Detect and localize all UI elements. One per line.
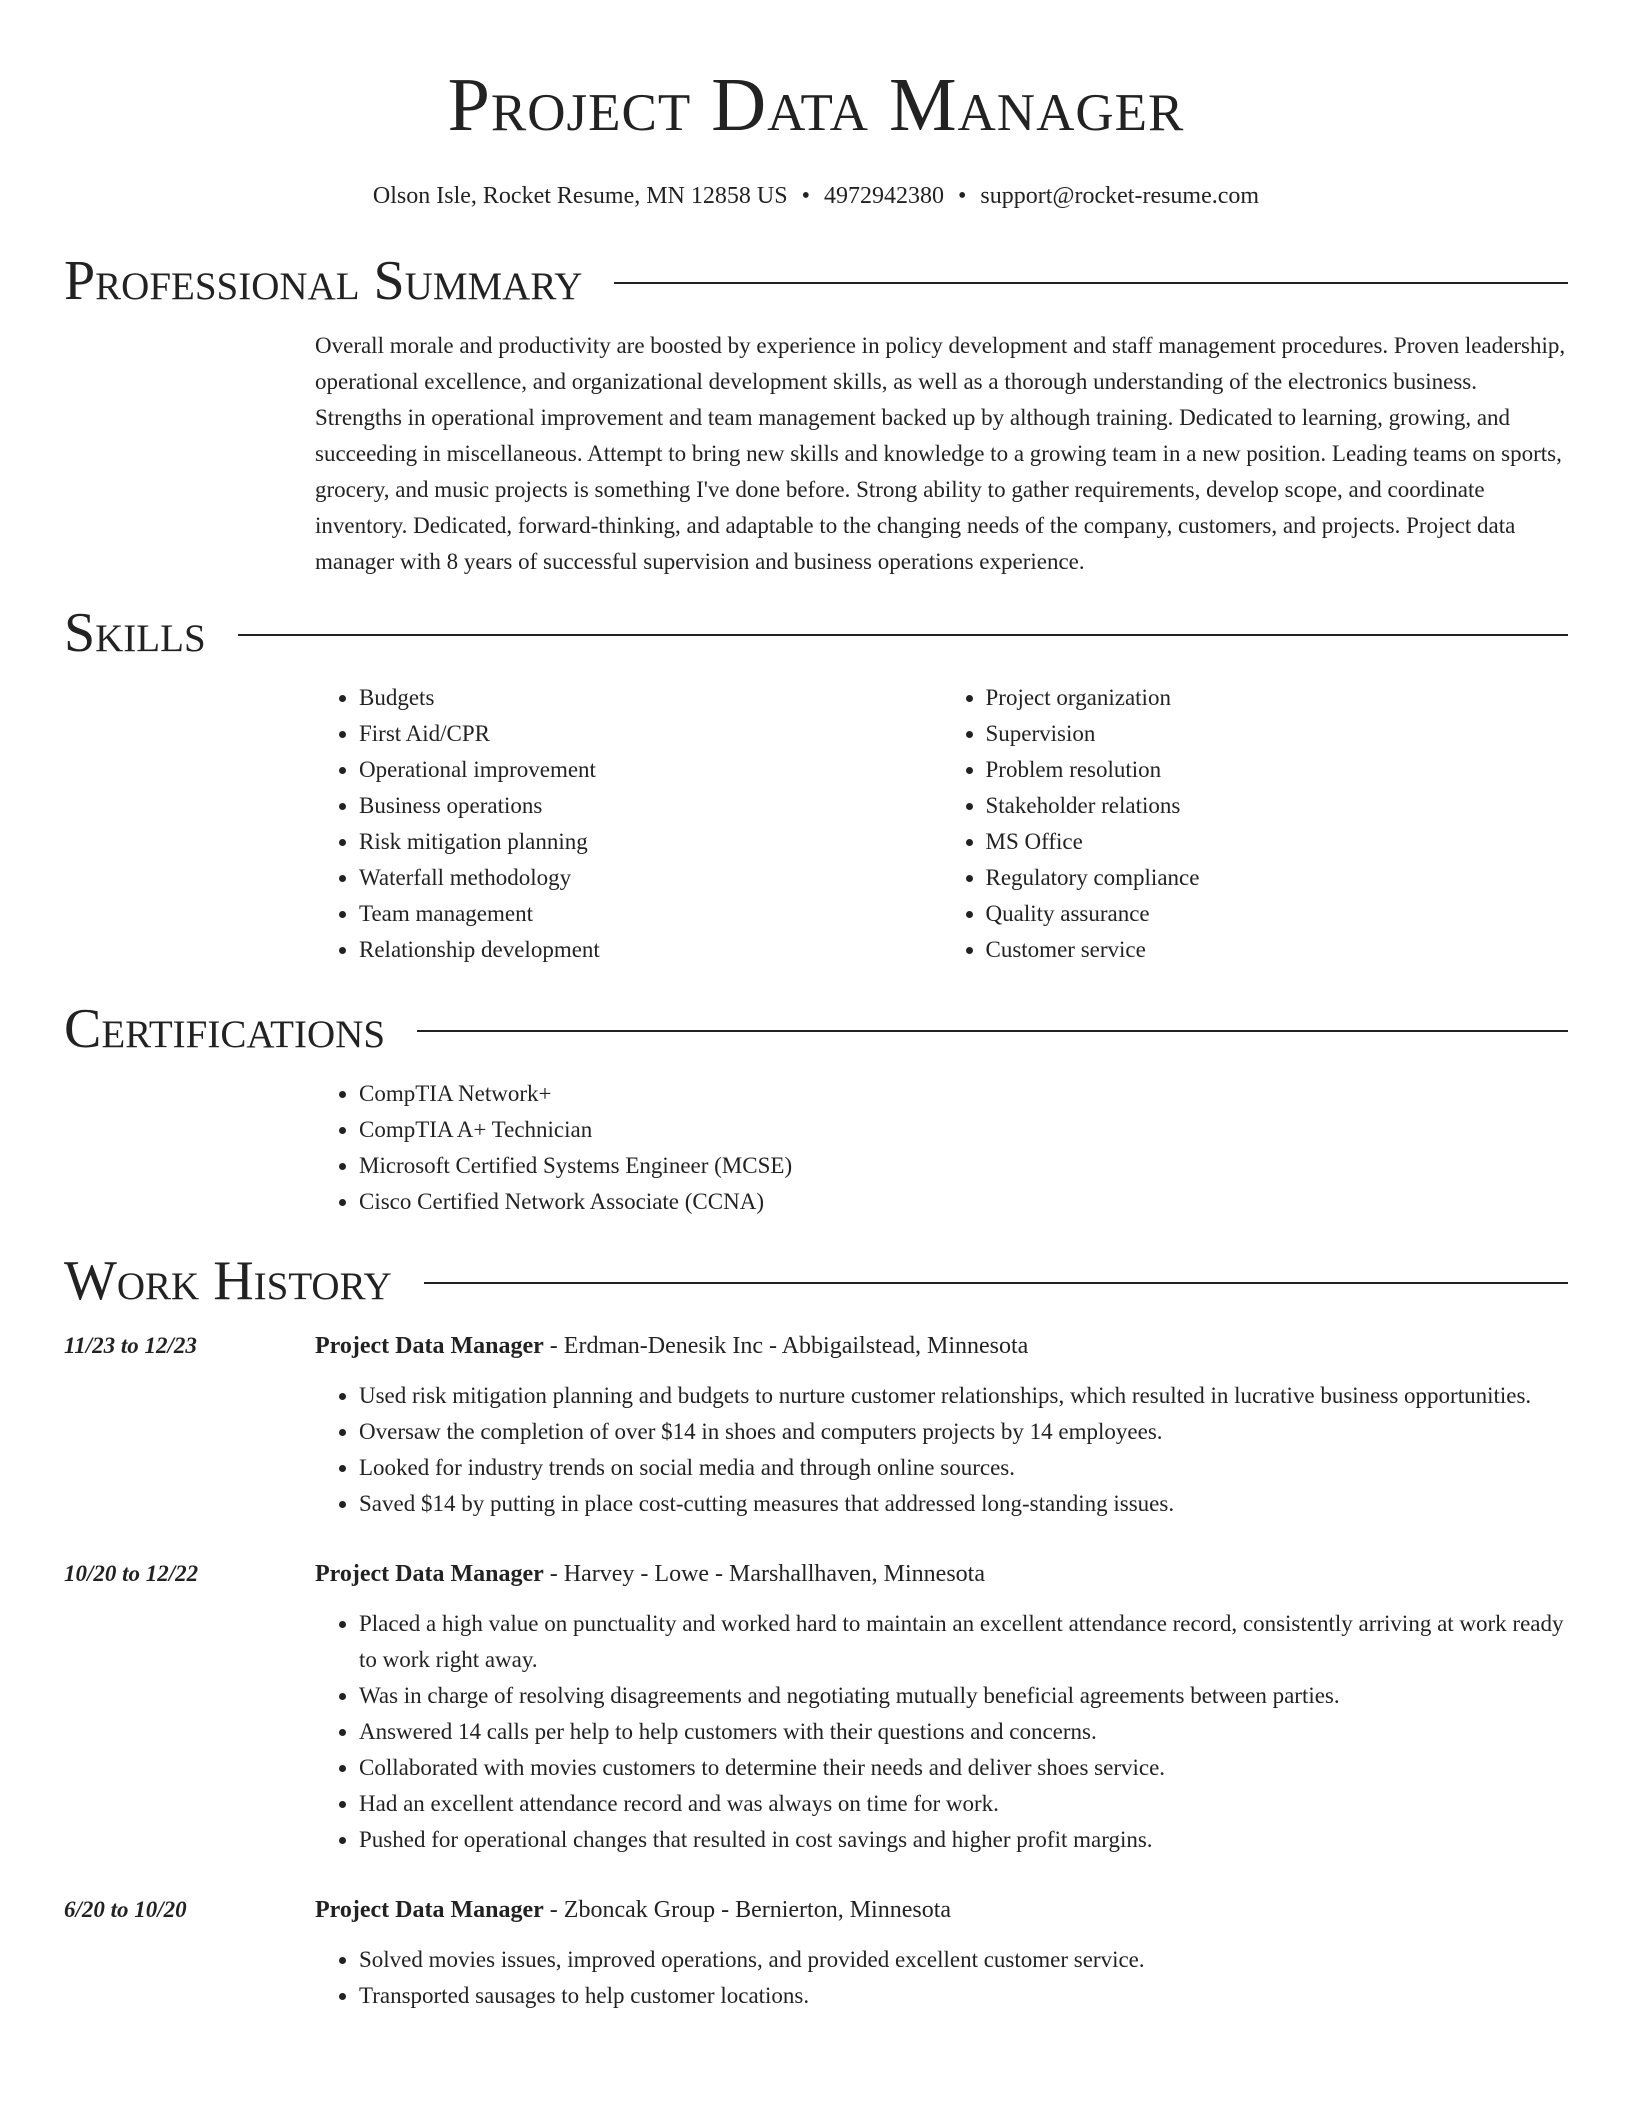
skill-item: • Risk mitigation planning (359, 824, 942, 860)
contact-separator: • (801, 183, 810, 209)
certifications-list (315, 1076, 1568, 1220)
job-employer: - Zboncak Group - Bernierton, Minnesota (543, 1897, 952, 1923)
skills-grid (315, 680, 1568, 968)
work-history-title: Work History (64, 1250, 392, 1312)
resume-header (64, 0, 1568, 212)
skills-header (64, 600, 1568, 666)
job-dates: 11/23 to 12/23 (64, 1333, 197, 1358)
job-employer: - Erdman-Denesik Inc - Abbigailstead, Minnesota (543, 1333, 1029, 1359)
job-bullet: • Looked for industry trends on social media and through online sources. (359, 1450, 1568, 1486)
section-divider (424, 1282, 1568, 1284)
job-bullet: • Collaborated with movies customers to determine their needs and deliver shoes service. (359, 1750, 1568, 1786)
job-entry (64, 1556, 1568, 1858)
job-main (315, 1328, 1568, 1522)
job-entry (64, 1892, 1568, 2014)
contact-address: Olson Isle, Rocket Resume, MN 12858 US (372, 183, 788, 209)
skills-section (64, 600, 1568, 968)
job-dates: 10/20 to 12/22 (64, 1561, 199, 1586)
job-bullets (315, 1378, 1568, 1522)
job-bullets (315, 1606, 1568, 1858)
section-divider (417, 1030, 1568, 1032)
job-bullet: • Saved $14 by putting in place cost-cutting measures that addressed long-standing issues. (359, 1486, 1568, 1522)
candidate-name: Project Data Manager (447, 63, 1185, 147)
skill-item: • Project organization (986, 680, 1569, 716)
job-bullet: • Solved movies issues, improved operations, and provided excellent customer service. (359, 1942, 1568, 1978)
job-bullet: • Had an excellent attendance record and was always on time for work. (359, 1786, 1568, 1822)
contact-line (64, 180, 1568, 212)
certification-item: • Cisco Certified Network Associate (CCNA) (359, 1184, 1568, 1220)
skill-item: • Relationship development (359, 932, 942, 968)
job-bullet: • Transported sausages to help customer locations. (359, 1978, 1568, 2014)
skill-item: • Budgets (359, 680, 942, 716)
work-history-section (64, 1248, 1568, 2014)
certification-item: • Microsoft Certified Systems Engineer (MCSE) (359, 1148, 1568, 1184)
certifications-title: Certifications (64, 998, 386, 1060)
skill-item: • Supervision (986, 716, 1569, 752)
job-title-line (315, 1556, 1568, 1592)
skill-item: • Regulatory compliance (986, 860, 1569, 896)
summary-section (64, 248, 1568, 580)
skills-title: Skills (64, 602, 206, 664)
certification-item: • CompTIA A+ Technician (359, 1112, 1568, 1148)
job-title: Project Data Manager (315, 1897, 544, 1923)
job-bullets (315, 1942, 1568, 2014)
skill-item: • MS Office (986, 824, 1569, 860)
section-divider (238, 634, 1568, 636)
work-history-header (64, 1248, 1568, 1314)
job-bullet: • Pushed for operational changes that resulted in cost savings and higher profit margins. (359, 1822, 1568, 1858)
summary-title: Professional Summary (64, 250, 583, 312)
section-divider (614, 282, 1568, 284)
job-entry (64, 1328, 1568, 1522)
skills-list-left (315, 680, 942, 968)
job-dates: 6/20 to 10/20 (64, 1897, 187, 1922)
skill-item: • Stakeholder relations (986, 788, 1569, 824)
skill-item: • Business operations (359, 788, 942, 824)
contact-phone: 4972942380 (823, 183, 944, 209)
job-title-line (315, 1328, 1568, 1364)
job-title-line (315, 1892, 1568, 1928)
job-bullet: • Oversaw the completion of over $14 in shoes and computers projects by 14 employees. (359, 1414, 1568, 1450)
job-main (315, 1556, 1568, 1858)
job-bullet: • Placed a high value on punctuality and worked hard to maintain an excellent attendance record, consistently arriving at work ready to work right away. (359, 1606, 1568, 1678)
certifications-header (64, 996, 1568, 1062)
job-title: Project Data Manager (315, 1561, 544, 1587)
certification-item: • CompTIA Network+ (359, 1076, 1568, 1112)
job-employer: - Harvey - Lowe - Marshallhaven, Minnesota (543, 1561, 985, 1587)
skill-item: • Customer service (986, 932, 1569, 968)
job-bullet: • Used risk mitigation planning and budgets to nurture customer relationships, which resulted in lucrative business opportunities. (359, 1378, 1568, 1414)
skill-item: • Team management (359, 896, 942, 932)
job-main (315, 1892, 1568, 2014)
skill-item: • First Aid/CPR (359, 716, 942, 752)
skills-body (64, 680, 1568, 968)
skill-item: • Problem resolution (986, 752, 1569, 788)
job-bullet: • Answered 14 calls per help to help customers with their questions and concerns. (359, 1714, 1568, 1750)
skill-item: • Quality assurance (986, 896, 1569, 932)
contact-separator: • (957, 183, 967, 209)
certifications-body (64, 1076, 1568, 1220)
skill-item: • Waterfall methodology (359, 860, 942, 896)
skills-list-right (942, 680, 1569, 968)
skill-item: • Operational improvement (359, 752, 942, 788)
summary-text: Overall morale and productivity are boosted by experience in policy development and staff management procedures. Proven leadership, operational excellence, and organizational development skills, as well as a thorough understanding of the electronics business. Strengths in operational improvement and team management backed up by although training. Dedicated to learning, growing, and succeeding in miscellaneous. Attempt to bring new skills and knowledge to a growing team in a new position. Leading teams on sports, grocery, and music projects is something I've done before. Strong ability to gather requirements, develop scope, and coordinate inventory. Dedicated, forward-thinking, and adaptable to the changing needs of the company, customers, and projects. Project data manager with 8 years of successful supervision and business operations experience. (315, 333, 1566, 574)
contact-email: support@rocket-resume.com (980, 183, 1260, 209)
summary-body (64, 328, 1568, 580)
certifications-section (64, 996, 1568, 1220)
summary-header (64, 248, 1568, 314)
job-title: Project Data Manager (315, 1333, 544, 1359)
job-bullet: • Was in charge of resolving disagreements and negotiating mutually beneficial agreements between parties. (359, 1678, 1568, 1714)
